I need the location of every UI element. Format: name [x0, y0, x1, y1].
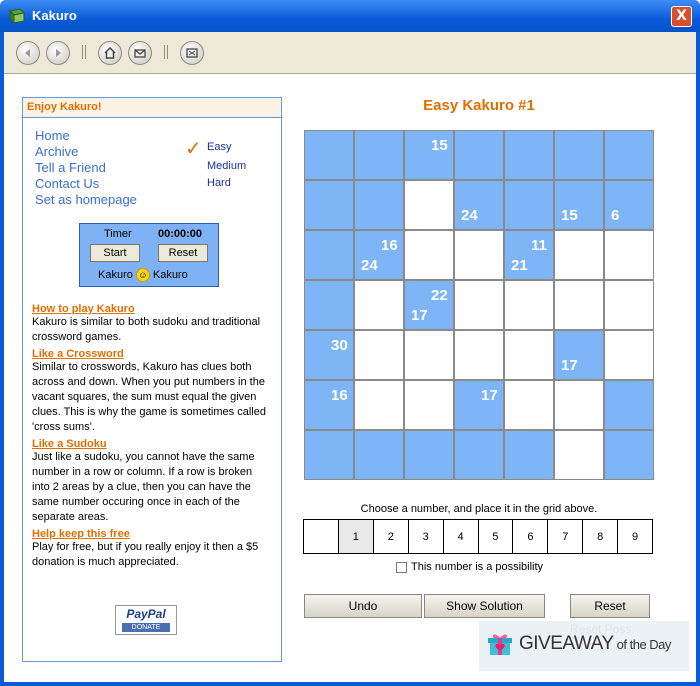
nav-home-link[interactable]: Home: [35, 128, 70, 143]
grid-cell-empty[interactable]: [355, 281, 403, 329]
timer-label: Timer: [104, 228, 132, 240]
giveaway-tail: of the Day: [613, 637, 671, 652]
number-chooser: [303, 519, 653, 554]
grid-cell-empty[interactable]: [355, 331, 403, 379]
grid-cell-clue: [305, 381, 353, 429]
grid-cell-empty[interactable]: [605, 281, 653, 329]
number-choice-8[interactable]: 8: [583, 520, 618, 553]
back-icon: [22, 47, 34, 59]
clue-across: 15: [561, 207, 578, 224]
grid-cell-block: [505, 131, 553, 179]
chooser-instruction: Choose a number, and place it in the grid above.: [360, 503, 598, 515]
paypal-logo: PayPal: [126, 607, 166, 621]
back-button[interactable]: [16, 41, 40, 65]
clue-across: 21: [511, 257, 528, 274]
grid-cell-empty[interactable]: [555, 431, 603, 479]
panel-header: Enjoy Kakuro!: [23, 98, 281, 118]
gift-icon: [487, 631, 513, 657]
timer-reset-button[interactable]: Reset: [158, 244, 208, 262]
content-area: [4, 75, 696, 682]
grid-cell-block: [605, 131, 653, 179]
giveaway-main: GIVEAWAY: [519, 633, 614, 654]
nav-contact-us-link[interactable]: Contact Us: [35, 176, 100, 191]
window-icon: [185, 46, 199, 60]
grid-cell-empty[interactable]: [505, 381, 553, 429]
clue-across: 24: [361, 257, 378, 274]
mail-button[interactable]: [128, 41, 152, 65]
grid-cell-clue: [455, 181, 503, 229]
reset-button[interactable]: Reset: [570, 594, 650, 618]
undo-button[interactable]: Undo: [304, 594, 422, 618]
help-text-how-to-play: Kakuro is similar to both sudoku and traditional crossword games.: [32, 316, 261, 343]
help-text-sudoku: Just like a sudoku, you cannot have the same number in a row or column. If a row is broken into 2 areas by a clue, then you can have the same number occuring once in each of the separate areas.: [32, 451, 255, 523]
close-button[interactable]: [671, 6, 692, 27]
help-title-how-to-play[interactable]: How to play Kakuro: [32, 303, 135, 315]
number-choice-4[interactable]: 4: [444, 520, 479, 553]
number-choice-1[interactable]: 1: [339, 520, 374, 553]
grid-cell-block: [605, 381, 653, 429]
grid-cell-empty[interactable]: [505, 331, 553, 379]
smiley-icon: ☺: [136, 268, 150, 282]
clue-down: 11: [531, 237, 547, 254]
grid-cell-clue: [505, 231, 553, 279]
possibility-label: This number is a possibility: [411, 561, 544, 573]
number-choice-9[interactable]: 9: [618, 520, 652, 553]
checkmark-icon: ✓: [185, 136, 202, 160]
giveaway-text: [519, 633, 671, 655]
number-choice-blank[interactable]: [304, 520, 339, 553]
grid-cell-empty[interactable]: [555, 381, 603, 429]
clue-down: 22: [431, 287, 448, 304]
grid-cell-block: [455, 431, 503, 479]
grid-cell-clue: [555, 331, 603, 379]
toolbar: [4, 32, 696, 74]
grid-cell-block: [455, 131, 503, 179]
home-button[interactable]: [98, 41, 122, 65]
window-button[interactable]: [180, 41, 204, 65]
number-choice-5[interactable]: 5: [479, 520, 514, 553]
grid-cell-block: [555, 131, 603, 179]
timer-value: 00:00:00: [158, 228, 203, 240]
grid-cell-block: [355, 131, 403, 179]
help-section: [32, 300, 272, 570]
giveaway-watermark: [479, 621, 689, 671]
grid-cell-empty[interactable]: [605, 331, 653, 379]
grid-cell-block: [605, 431, 653, 479]
nav-archive-link[interactable]: Archive: [35, 144, 79, 159]
forward-button[interactable]: [46, 41, 70, 65]
show-solution-button[interactable]: Show Solution: [424, 594, 545, 618]
grid-cell-empty[interactable]: [555, 281, 603, 329]
grid-cell-clue: [605, 181, 653, 229]
help-title-sudoku[interactable]: Like a Sudoku: [32, 438, 107, 450]
brand-left-text: Kakuro: [98, 269, 133, 281]
grid-cell-clue: [555, 181, 603, 229]
grid-cell-clue: [305, 331, 353, 379]
grid-cell-empty[interactable]: [405, 331, 453, 379]
nav-tell-a-friend-link[interactable]: Tell a Friend: [35, 160, 106, 175]
toolbar-separator: [82, 45, 86, 59]
grid-cell-empty[interactable]: [605, 231, 653, 279]
number-choice-3[interactable]: 3: [409, 520, 444, 553]
difficulty-easy[interactable]: Easy: [207, 141, 232, 153]
clue-across: 17: [411, 307, 428, 324]
timer-box: [79, 223, 219, 287]
grid-cell-block: [355, 181, 403, 229]
paypal-donate-button[interactable]: [115, 605, 177, 635]
grid-cell-block: [305, 231, 353, 279]
left-panel: [22, 97, 282, 662]
grid-cell-block: [305, 281, 353, 329]
number-choice-2[interactable]: 2: [374, 520, 409, 553]
nav-set-as-homepage-link[interactable]: Set as homepage: [35, 192, 137, 207]
grid-cell-empty[interactable]: [405, 231, 453, 279]
site-nav: [35, 128, 137, 208]
clue-down: 16: [381, 237, 398, 254]
grid-cell-block: [505, 431, 553, 479]
help-text-crossword: Similar to crosswords, Kakuro has clues both across and down. When you put numbers in the vacant squares, the sum must equal the given clues. This is why the game is sometimes called 'cross sums'.: [32, 361, 266, 433]
grid-cell-block: [355, 431, 403, 479]
window-title: Kakuro: [32, 8, 77, 23]
toolbar-separator: [164, 45, 168, 59]
clue-across: 24: [461, 207, 478, 224]
brand-right-text: Kakuro: [152, 269, 188, 281]
kakuro-grid: [304, 130, 654, 480]
grid-cell-clue: [405, 281, 453, 329]
grid-cell-block: [305, 431, 353, 479]
difficulty-hard[interactable]: Hard: [207, 177, 231, 189]
possibility-checkbox[interactable]: [396, 562, 407, 573]
clue-down: 17: [481, 387, 498, 404]
kakuro-app-icon: [8, 8, 26, 24]
grid-cell-clue: [455, 381, 503, 429]
grid-cell-empty[interactable]: [455, 281, 503, 329]
number-choice-6[interactable]: 6: [513, 520, 548, 553]
title-bar: [0, 0, 700, 32]
grid-cell-block: [505, 181, 553, 229]
difficulty-medium[interactable]: Medium: [207, 160, 247, 172]
grid-cell-empty[interactable]: [405, 181, 453, 229]
grid-cell-empty[interactable]: [555, 231, 603, 279]
clue-across: 17: [561, 357, 578, 374]
help-text-keep-free: Play for free, but if you really enjoy it then a $5 donation is much appreciated.: [32, 541, 259, 568]
paypal-donate-label: DONATE: [122, 623, 170, 632]
grid-cell-empty[interactable]: [355, 381, 403, 429]
timer-start-button[interactable]: Start: [90, 244, 140, 262]
help-title-crossword[interactable]: Like a Crossword: [32, 348, 124, 360]
clue-down: 16: [331, 387, 348, 404]
mail-icon: [133, 46, 147, 60]
grid-cell-block: [305, 131, 353, 179]
grid-cell-block: [405, 431, 453, 479]
grid-cell-empty[interactable]: [455, 331, 503, 379]
number-choice-7[interactable]: 7: [548, 520, 583, 553]
grid-cell-clue: [355, 231, 403, 279]
grid-cell-clue: [405, 131, 453, 179]
clue-across: 6: [611, 207, 620, 224]
puzzle-title: Easy Kakuro #1: [423, 97, 535, 114]
forward-icon: [52, 47, 64, 59]
kakuro-brand: [98, 268, 188, 282]
close-icon: X: [676, 8, 687, 24]
grid-cell-empty[interactable]: [505, 281, 553, 329]
grid-cell-block: [305, 181, 353, 229]
clue-down: 15: [431, 137, 448, 154]
client-area: [4, 32, 696, 682]
grid-cell-empty[interactable]: [405, 381, 453, 429]
grid-cell-empty[interactable]: [455, 231, 503, 279]
help-title-keep-free[interactable]: Help keep this free: [32, 528, 130, 540]
clue-down: 30: [331, 337, 348, 354]
possibility-option[interactable]: [396, 561, 543, 573]
home-icon: [103, 46, 117, 60]
